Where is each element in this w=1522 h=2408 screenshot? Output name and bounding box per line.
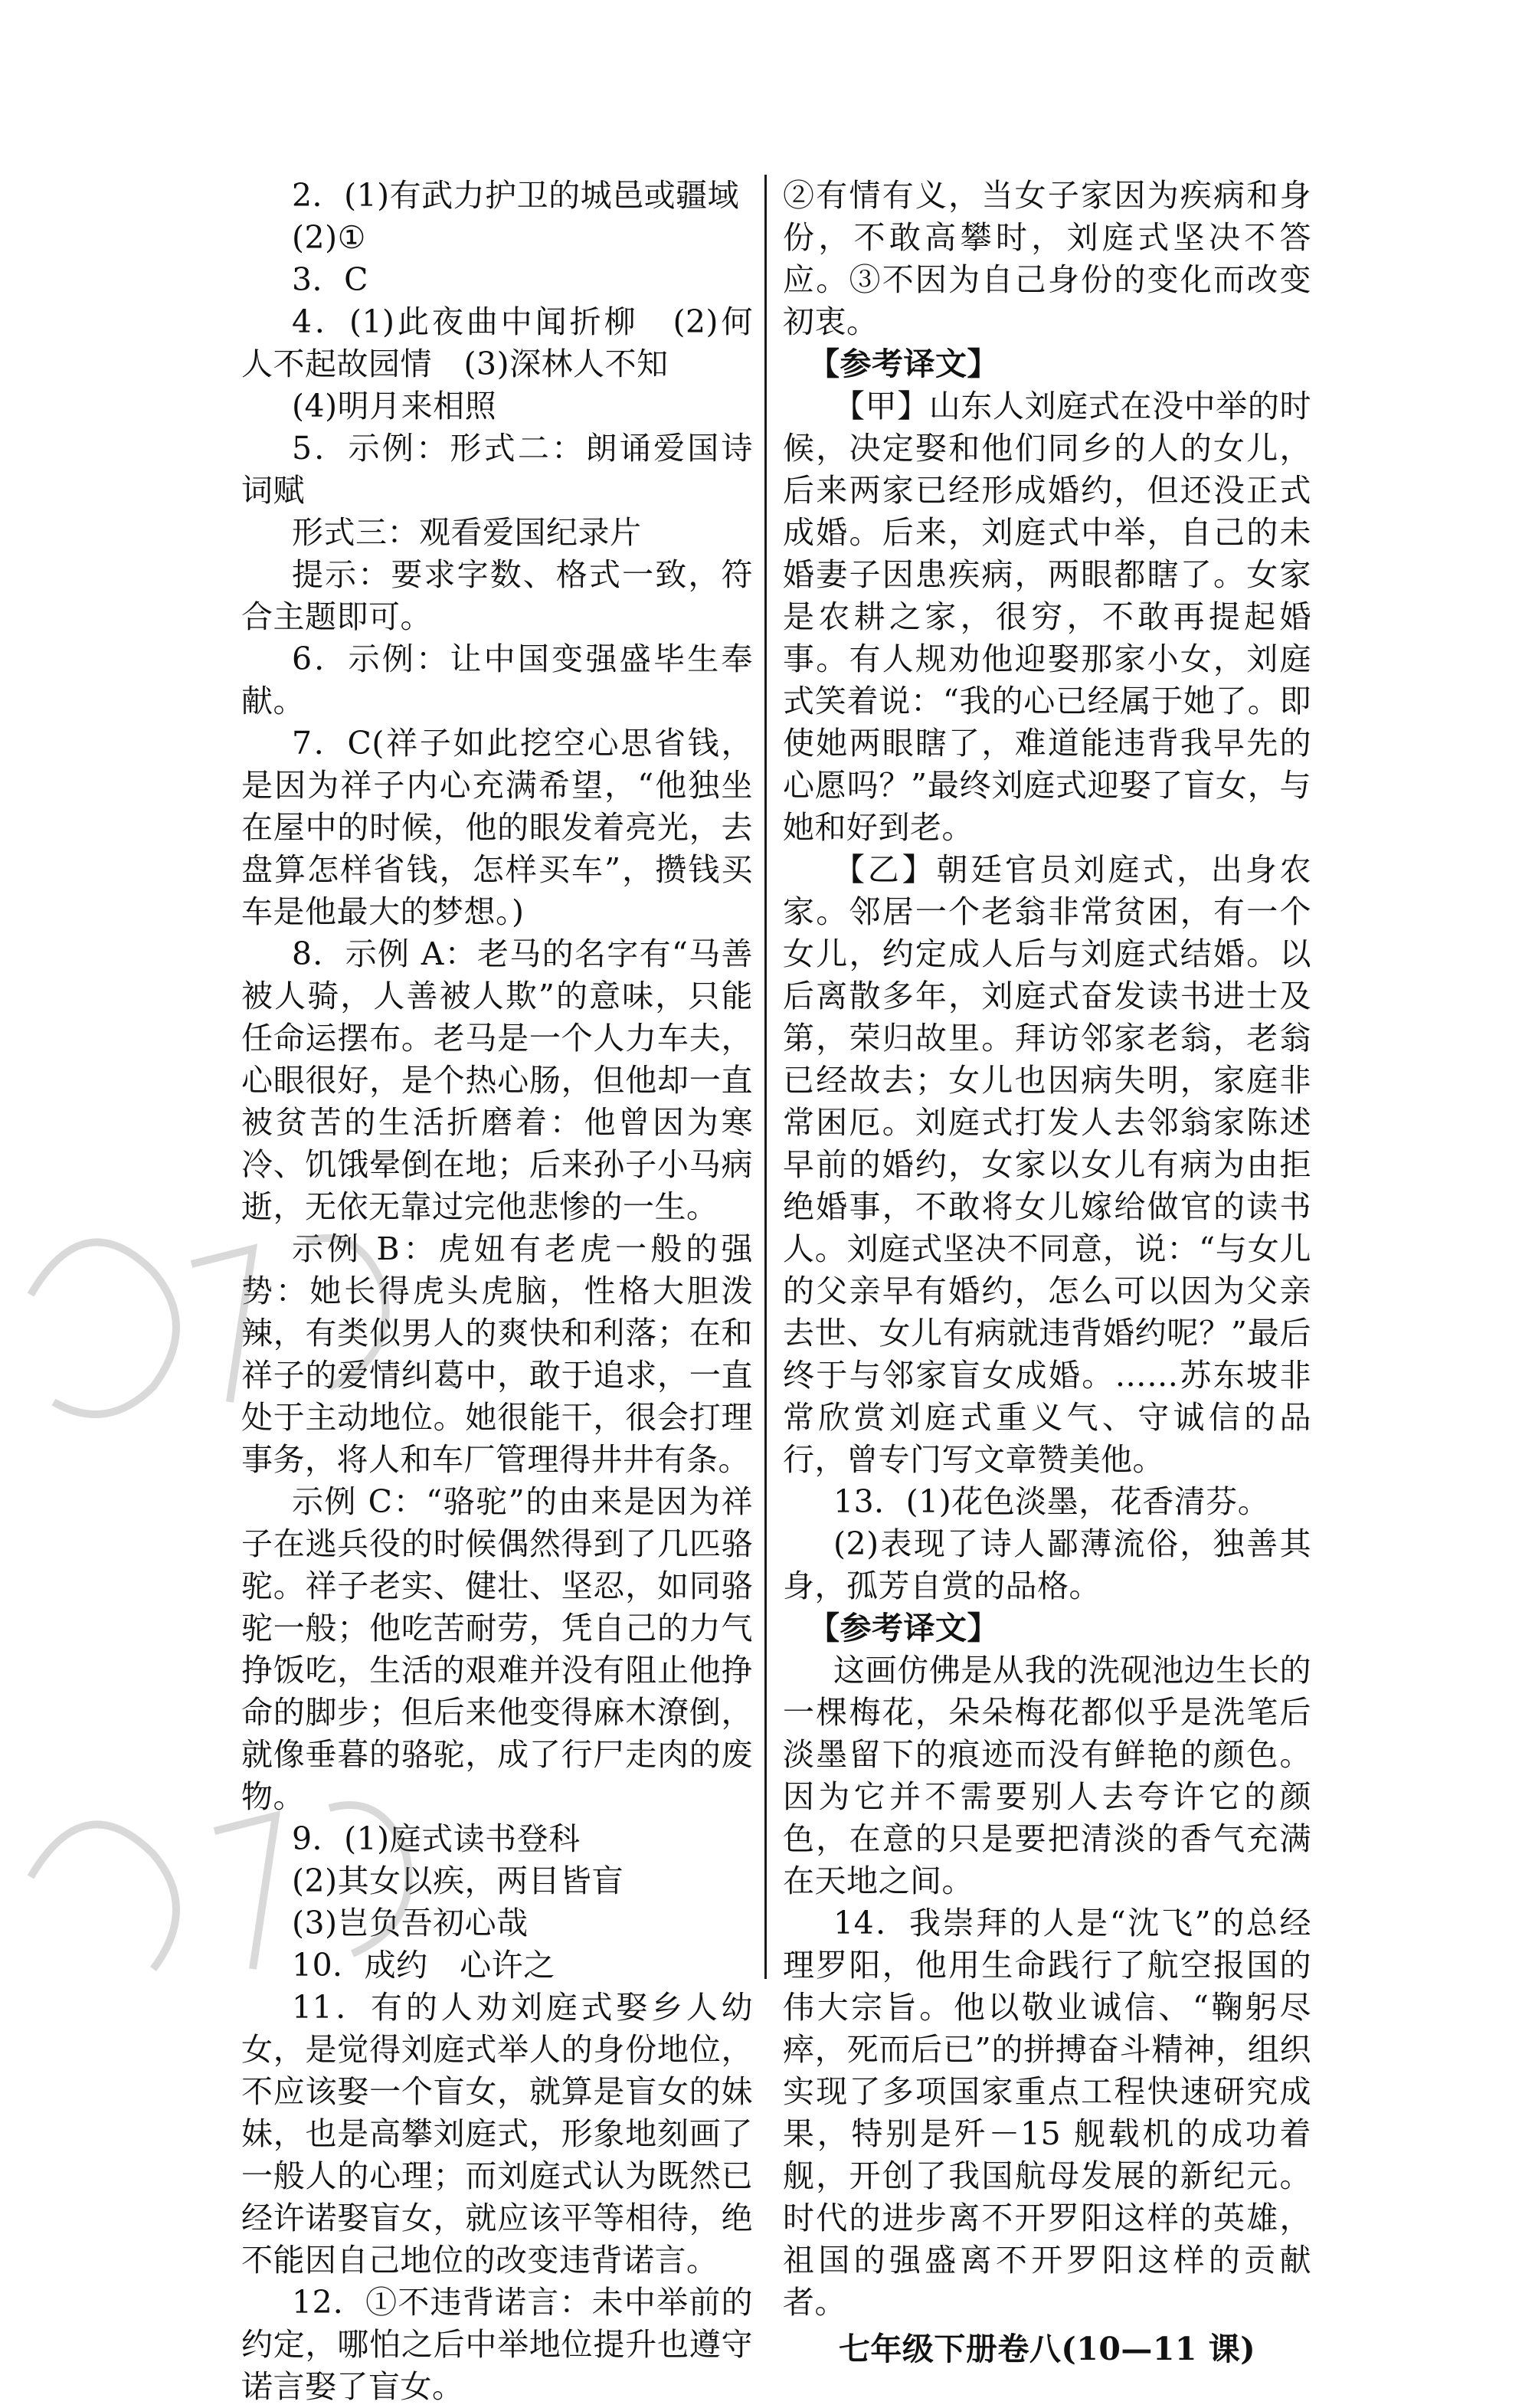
left-paragraph-11: 示例 B：虎妞有老虎一般的强势：她长得虎头虎脑，性格大胆泼辣，有类似男人的爽快和利落；在和祥子的爱情纠葛中，敢于追求，一直处于主动地位。她很能干，很会打理事务，将人和车厂管理得井井有条。 <box>241 1230 753 1478</box>
right-paragraph-9: 七年级下册卷八(10—11 课) <box>838 2331 1256 2367</box>
left-paragraph-4: (4)明月来相照 <box>292 388 497 424</box>
left-paragraph-15: (3)岂负吾初心哉 <box>292 1905 529 1941</box>
right-paragraph-2: 【甲】山东人刘庭式在没中举的时候，决定娶和他们同乡的人的女儿，后来两家已经形成婚约，但还没正式成婚。后来，刘庭式中举，自己的未婚妻子因患疾病，两眼都瞎了。女家是农耕之家，很穷，不敢再提起婚事。有人规劝他迎娶那家小女，刘庭式笑着说：“我的心已经属于她了。即使她两眼瞎了，难道能违背我早先的心愿吗？”最终刘庭式迎娶了盲女，与她和好到老。 <box>783 388 1311 846</box>
right-paragraph-6: 【参考译文】 <box>808 1610 999 1646</box>
column-divider <box>764 175 767 1979</box>
left-paragraph-7: 提示：要求字数、格式一致，符合主题即可。 <box>241 556 753 635</box>
left-paragraph-13: 9．(1)庭式读书登科 <box>292 1820 581 1857</box>
right-paragraph-7: 这画仿佛是从我的洗砚池边生长的一棵梅花，朵朵梅花都似乎是洗笔后淡墨留下的痕迹而没有鲜艳的颜色。因为它并不需要别人去夸许它的颜色，在意的只是要把清淡的香气充满在天地之间。 <box>783 1652 1311 1899</box>
left-paragraph-14: (2)其女以疾，两目皆盲 <box>292 1863 624 1899</box>
left-paragraph-12: 示例 C：“骆驼”的由来是因为祥子在逃兵役的时候偶然得到了几匹骆驼。祥子老实、健壮、坚忍，如同骆驼一般；他吃苦耐劳，凭自己的力气挣饭吃，生活的艰难并没有阻止他挣命的脚步；但后来他变得麻木潦倒，就像垂暮的骆驼，成了行尸走肉的废物。 <box>241 1483 753 1815</box>
right-paragraph-3: 【乙】朝廷官员刘庭式，出身农家。邻居一个老翁非常贫困，有一个女儿，约定成人后与刘庭式结婚。以后离散多年，刘庭式奋发读书进士及第，荣归故里。拜访邻家老翁，老翁已经故去；女儿也因病失明，家庭非常困厄。刘庭式打发人去邻翁家陈述早前的婚约，女家以女儿有病为由拒绝婚事，不敢将女儿嫁给做官的读书人。刘庭式坚决不同意，说：“与女儿的父亲早有婚约，怎么可以因为父亲去世、女儿有病就违背婚约呢？”最后终于与邻家盲女成婚。……苏东坡非常欣赏刘庭式重义气、守诚信的品行，曾专门写文章赞美他。 <box>783 851 1311 1478</box>
right-paragraph-8: 14．我崇拜的人是“沈飞”的总经理罗阳，他用生命践行了航空报国的伟大宗旨。他以敬业诚信、“鞠躬尽瘁，死而后已”的拼搏奋斗精神，组织实现了多项国家重点工程快速研究成果，特别是歼－15 舰载机的成功着舰，开创了我国航母发展的新纪元。时代的进步离不开罗阳这样的英雄，祖国的强盛离不开罗阳这样的贡献者。 <box>783 1905 1311 2321</box>
left-paragraph-18: 12．①不违背诺言：未中举前的约定，哪怕之后中举地位提升也遵守诺言娶了盲女。 <box>241 2284 753 2405</box>
right-paragraph-0: ②有情有义，当女子家因为疾病和身份，不敢高攀时，刘庭式坚决不答应。③不因为自己身份的变化而改变初衷。 <box>783 177 1311 340</box>
left-paragraph-8: 6．示例：让中国变强盛毕生奉献。 <box>241 640 753 719</box>
left-paragraph-10: 8．示例 A：老马的名字有“马善被人骑，人善被人欺”的意味，只能任命运摆布。老马是一个人力车夫，心眼很好，是个热心肠，但他却一直被贫苦的生活折磨着：他曾因为寒冷、饥饿晕倒在地；后来孙子小马病逝，无依无靠过完他悲惨的一生。 <box>241 935 753 1225</box>
left-paragraph-9: 7．C(祥子如此挖空心思省钱，是因为祥子内心充满希望，“他独坐在屋中的时候，他的眼发着亮光，去盘算怎样省钱，怎样买车”，攒钱买车是他最大的梦想。) <box>241 725 753 930</box>
right-paragraph-4: 13．(1)花色淡墨，花香清芬。 <box>833 1483 1270 1520</box>
right-column <box>783 175 1311 2370</box>
left-paragraph-5: 5．示例：形式二：朗诵爱国诗词赋 <box>241 430 753 509</box>
left-paragraph-0: 2．(1)有武力护卫的城邑或疆域 <box>292 177 740 214</box>
left-paragraph-3: 4．(1)此夜曲中闻折柳 (2)何人不起故园情 (3)深林人不知 <box>241 303 753 382</box>
left-paragraph-6: 形式三：观看爱国纪录片 <box>292 514 642 551</box>
left-paragraph-2: 3．C <box>292 261 368 298</box>
left-paragraph-17: 11．有的人劝刘庭式娶乡人幼女，是觉得刘庭式举人的身份地位，不应该娶一个盲女，就算是盲女的妹妹，也是高攀刘庭式，形象地刻画了一般人的心理；而刘庭式认为既然已经许诺娶盲女，就应该平等相待，绝不能因自己地位的改变违背诺言。 <box>241 1989 753 2279</box>
left-paragraph-16: 10．成约 心许之 <box>292 1947 555 1984</box>
right-paragraph-5: (2)表现了诗人鄙薄流俗，独善其身，孤芳自赏的品格。 <box>783 1525 1311 1604</box>
left-paragraph-1: (2)① <box>292 219 366 256</box>
right-paragraph-1: 【参考译文】 <box>808 346 999 382</box>
left-column <box>241 175 753 2408</box>
